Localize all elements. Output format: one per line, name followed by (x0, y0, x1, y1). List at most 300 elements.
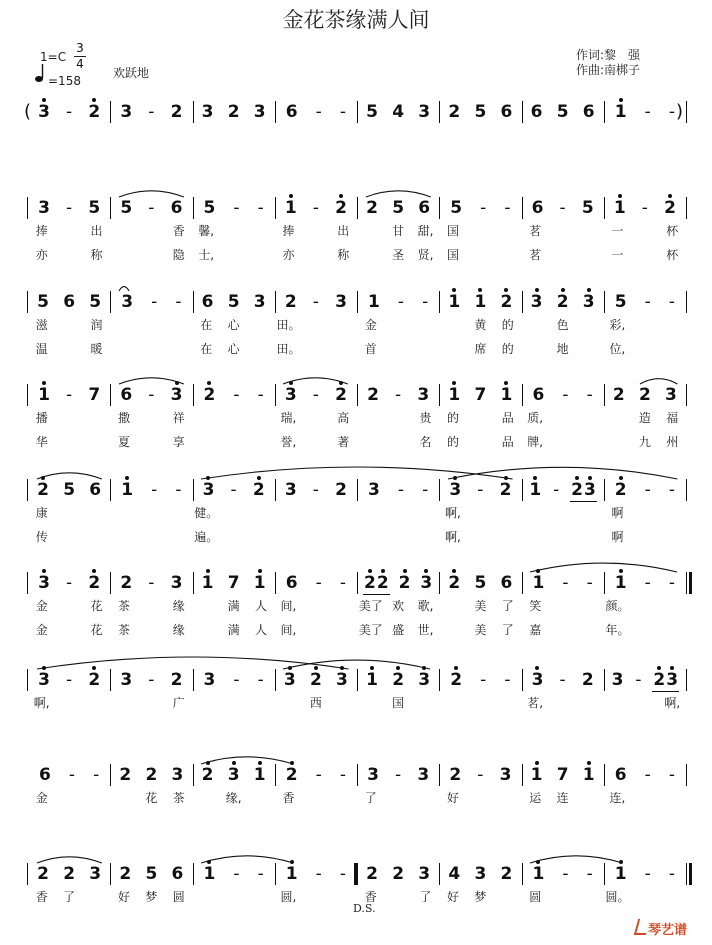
note-digit: 3 (449, 480, 461, 500)
measure (112, 290, 190, 314)
lyric-syllable: 圣 (392, 248, 405, 262)
bar-line (686, 572, 687, 594)
note (171, 670, 183, 690)
note-digit: 5 (392, 198, 405, 218)
bar-line (193, 479, 194, 501)
note (335, 480, 347, 500)
note (228, 102, 240, 122)
bar-line (357, 384, 358, 406)
lyric-syllable: 了 (501, 623, 514, 637)
note-digit: 2 (286, 765, 298, 785)
note (500, 765, 512, 785)
note (88, 102, 100, 122)
time-signature-bottom: 4 (76, 57, 84, 71)
dash-note (313, 198, 319, 218)
note (285, 480, 297, 500)
lyric-syllable: 滋 (35, 318, 48, 332)
notes-row (0, 763, 712, 787)
eighth-underline (583, 501, 597, 502)
slur-arc (36, 850, 103, 864)
high-octave-dot (587, 761, 591, 765)
note (529, 480, 541, 500)
lyric-syllable: 贤, (417, 248, 434, 262)
lyric-syllable: 誉, (280, 435, 297, 449)
lyric-syllable: 在 (200, 318, 213, 332)
note (418, 864, 430, 884)
lyric-syllable: 润 (90, 318, 103, 332)
bar-line (686, 863, 687, 885)
measure (524, 383, 602, 407)
dash-note: - (66, 573, 73, 593)
song-title: 金花茶缘满人间 (282, 8, 430, 32)
measure (359, 196, 437, 220)
bar-line (110, 101, 111, 123)
dash-note (504, 198, 510, 218)
dash-note: - (68, 765, 76, 785)
measure (195, 383, 273, 407)
dash-note: - (148, 573, 155, 593)
dash-note (313, 385, 319, 405)
note (204, 670, 216, 690)
measure (524, 668, 602, 692)
note (418, 670, 430, 690)
dash-note: - (668, 102, 675, 122)
note-digit: 2 (37, 864, 49, 884)
bar-line (193, 197, 194, 219)
bar-line (604, 669, 605, 691)
note (501, 864, 513, 884)
bar-line (275, 669, 276, 691)
measure (30, 196, 108, 220)
lyric-syllable: 捧 (282, 224, 295, 238)
high-octave-dot (452, 381, 456, 385)
high-octave-dot (339, 194, 343, 198)
notes-row (0, 668, 712, 692)
lyric-syllable: 位, (609, 342, 626, 356)
measure (112, 571, 190, 595)
measure (30, 290, 108, 314)
bar-line (357, 863, 358, 885)
dash-note (669, 102, 675, 122)
note-digit: 3 (583, 292, 595, 312)
measure (441, 668, 519, 692)
note-digit: 3 (335, 292, 347, 312)
lyric-syllable: 品 (501, 411, 514, 425)
note (89, 292, 101, 312)
bar-line (604, 101, 605, 123)
measure (606, 478, 684, 502)
note-digit: 6 (63, 292, 76, 312)
measure (524, 100, 602, 124)
note-digit: 3 (418, 670, 430, 690)
bar-line (27, 291, 28, 313)
dash-note (66, 573, 72, 593)
dash-note (560, 198, 566, 218)
bar-line (357, 291, 358, 313)
note-digit: 6 (120, 385, 133, 405)
lyric-syllable: 的 (501, 318, 514, 332)
note-digit: 1 (254, 765, 266, 785)
dash-note (340, 765, 346, 785)
measure (441, 571, 519, 595)
lyric-syllable: 高 (337, 411, 350, 425)
note (285, 198, 297, 218)
note-digit: 6 (285, 102, 298, 122)
note-digit: 3 (418, 864, 431, 884)
lyric-syllable: 间, (280, 599, 297, 613)
measure (112, 478, 190, 502)
notes-row (0, 862, 712, 886)
measure (30, 571, 108, 595)
note-digit: 1 (285, 198, 297, 218)
note-digit: 2 (310, 670, 322, 690)
note-digit: 3 (38, 573, 50, 593)
high-octave-dot (42, 98, 46, 102)
slur-arc (639, 371, 678, 385)
bar-line (686, 384, 687, 406)
measure (195, 100, 273, 124)
bar-line (27, 669, 28, 691)
lyric-syllable: 金 (35, 623, 48, 637)
note (204, 864, 216, 884)
dash-note (233, 385, 239, 405)
lyric-syllable: 出 (337, 224, 350, 238)
note-digit: 6 (582, 102, 595, 122)
lyric-syllable: 缘 (172, 599, 185, 613)
lyric-syllable: 缘, (225, 791, 242, 805)
measure (359, 668, 437, 692)
measure (112, 862, 190, 886)
notes-row (0, 290, 712, 314)
measure (277, 290, 355, 314)
lyric-syllable: 歌, (417, 599, 434, 613)
expression-mark: 欢跃地 (113, 66, 150, 80)
dash-note: - (395, 385, 402, 405)
lyric-syllable: 华 (35, 435, 48, 449)
dash-note: - (562, 864, 569, 884)
dash-note (258, 670, 264, 690)
note (665, 385, 677, 405)
bar-line (357, 197, 358, 219)
dash-note (148, 385, 154, 405)
lyric-syllable: 心 (227, 342, 240, 356)
note-digit: 5 (581, 198, 594, 218)
note (533, 573, 545, 593)
note (450, 198, 462, 218)
lyric-syllable: 美 (474, 623, 487, 637)
note-digit: 6 (418, 198, 431, 218)
lyric-syllable: 田。 (276, 342, 301, 356)
eighth-underline (570, 501, 584, 502)
note-digit: 3 (171, 385, 183, 405)
lyric-syllable: 茶 (117, 623, 130, 637)
note-digit: 1 (533, 573, 545, 593)
dash-note: - (559, 198, 566, 218)
lyric-syllable: 茶 (117, 599, 130, 613)
lyric-syllable: 连, (609, 791, 626, 805)
credits (576, 48, 640, 78)
lyric-syllable: 遍。 (194, 530, 219, 544)
note-digit: 1 (448, 292, 460, 312)
dash-note: - (315, 102, 322, 122)
note-digit: 2 (335, 480, 347, 500)
note (89, 864, 101, 884)
lyric-syllable: 金 (35, 791, 48, 805)
measure (195, 478, 273, 502)
dash-note: - (504, 198, 511, 218)
measure (524, 763, 602, 787)
note-digit: 4 (448, 864, 461, 884)
measure (524, 571, 602, 595)
note-digit: 5 (450, 198, 463, 218)
note (88, 198, 100, 218)
measure (30, 668, 108, 692)
dash-note (504, 670, 510, 690)
bar-line (193, 764, 194, 786)
note-digit: 2 (120, 573, 133, 593)
measure (359, 383, 437, 407)
note (285, 385, 297, 405)
note-digit: 2 (392, 670, 404, 690)
note (614, 198, 626, 218)
dash-note (398, 480, 404, 500)
note (335, 385, 347, 405)
note (120, 198, 132, 218)
note-digit: 2 (364, 573, 376, 593)
measure (359, 478, 437, 502)
bar-line (357, 479, 358, 501)
note-digit: 2 (88, 102, 100, 122)
note-digit: 2 (170, 670, 183, 690)
note-digit: 3 (284, 670, 296, 690)
lyric-syllable: 杯 (666, 224, 679, 238)
bar-line (275, 291, 276, 313)
lyric-syllable: 国 (392, 696, 405, 710)
bar-line (439, 479, 440, 501)
dash-note: - (668, 480, 675, 500)
note (392, 864, 404, 884)
dash-note: - (312, 198, 319, 218)
high-octave-dot (125, 476, 129, 480)
note-digit: 3 (170, 573, 183, 593)
note-digit: 3 (38, 102, 50, 122)
dash-note: - (66, 102, 73, 122)
eighth-underline (665, 691, 679, 692)
note (88, 385, 100, 405)
bar-line (522, 479, 523, 501)
note (286, 864, 298, 884)
note (366, 198, 378, 218)
measure (112, 196, 190, 220)
lyric-syllable: 国 (446, 224, 459, 238)
note-digit: 1 (121, 480, 133, 500)
lyric-syllable: 健。 (194, 506, 219, 520)
bar-line (275, 384, 276, 406)
lyric-syllable: 贵 (419, 411, 432, 425)
bar-line (110, 479, 111, 501)
dash-note (148, 670, 154, 690)
note-digit: 3 (38, 198, 50, 218)
note (399, 573, 411, 593)
note-digit: 5 (203, 198, 216, 218)
note (88, 573, 100, 593)
bar-line (522, 764, 523, 786)
note (448, 292, 460, 312)
note (418, 198, 430, 218)
lyrics-row (0, 890, 712, 906)
note-digit: 3 (285, 385, 297, 405)
bar-line (193, 291, 194, 313)
bar-line (439, 572, 440, 594)
slur-arc (282, 656, 431, 670)
lyric-syllable: 了 (63, 890, 76, 904)
note (286, 573, 298, 593)
note (120, 573, 132, 593)
tempo-marking: =158 (48, 74, 81, 88)
note-digit: 2 (88, 573, 100, 593)
close-paren: ) (676, 101, 684, 122)
note-digit: 2 (377, 573, 389, 593)
dash-note (645, 765, 651, 785)
dash-note: - (397, 480, 405, 500)
dash-note (316, 765, 322, 785)
measure (606, 196, 684, 220)
dash-note (645, 864, 651, 884)
note-digit: 2 (638, 385, 651, 405)
note-digit: 1 (501, 385, 513, 405)
note-digit: 1 (615, 573, 627, 593)
dash-note: - (668, 573, 675, 593)
bar-line (439, 669, 440, 691)
note-digit: 5 (88, 198, 101, 218)
lyric-syllable: 的 (446, 435, 459, 449)
bar-line (439, 384, 440, 406)
note-digit: 6 (614, 765, 627, 785)
note (120, 385, 132, 405)
note-digit: 1 (202, 573, 214, 593)
measure (195, 571, 273, 595)
dash-note (66, 102, 72, 122)
note (121, 480, 133, 500)
measure (30, 383, 108, 407)
bar-line (110, 669, 111, 691)
note (368, 480, 380, 500)
note (202, 765, 214, 785)
note-digit: 6 (201, 292, 214, 312)
lyric-syllable: 暖 (90, 342, 103, 356)
composer-credit: 作曲:南梆子 (576, 63, 641, 77)
note-digit: 2 (501, 292, 513, 312)
lyric-syllable: 了 (364, 791, 377, 805)
lyric-syllable: 了 (501, 599, 514, 613)
dash-note (233, 864, 239, 884)
lyric-syllable: 颜。 (605, 599, 630, 613)
lyric-syllable: 花 (90, 599, 103, 613)
note-digit: 6 (39, 765, 51, 785)
note (38, 573, 50, 593)
note (583, 765, 595, 785)
note (366, 670, 378, 690)
open-paren: ( (24, 101, 32, 122)
note-digit: 7 (88, 385, 101, 405)
slur-arc (118, 184, 185, 198)
dash-note: - (312, 385, 319, 405)
final-bar (689, 863, 692, 885)
bar-line (604, 863, 605, 885)
note (39, 765, 51, 785)
lyric-syllable: 温 (35, 342, 48, 356)
slur-arc (118, 371, 185, 385)
lyric-syllable: 香 (35, 890, 48, 904)
note-digit: 2 (253, 480, 265, 500)
bar-line (110, 863, 111, 885)
dash-note: - (257, 385, 264, 405)
note (474, 864, 486, 884)
lyric-syllable: 西 (309, 696, 322, 710)
note-digit: 6 (531, 198, 544, 218)
dash-note: - (233, 670, 240, 690)
note (417, 385, 429, 405)
note (532, 670, 544, 690)
dash-note: - (230, 480, 237, 500)
note (286, 765, 298, 785)
bar-line (275, 101, 276, 123)
lyric-syllable: 播 (35, 411, 48, 425)
dash-note (645, 292, 651, 312)
bar-line (522, 197, 523, 219)
note-digit: 4 (392, 102, 405, 122)
dash-note (151, 292, 157, 312)
note-digit: 1 (204, 864, 216, 884)
note-digit: 5 (474, 102, 487, 122)
note-digit: 5 (89, 292, 102, 312)
dash-note (340, 102, 346, 122)
notes-row (0, 478, 712, 502)
dash-note: - (339, 765, 346, 785)
lyric-syllable: 士, (198, 248, 215, 262)
note (119, 864, 131, 884)
note-digit: 2 (119, 864, 132, 884)
measure (359, 862, 437, 886)
lyric-syllable: 捧 (35, 224, 48, 238)
dash-note: - (480, 670, 487, 690)
bar-line (439, 764, 440, 786)
dash-note (642, 198, 648, 218)
lyrics-row (0, 623, 712, 639)
high-octave-dot (535, 288, 539, 292)
bar-line (439, 197, 440, 219)
dash-note: - (668, 765, 675, 785)
bar-line (110, 764, 111, 786)
note-digit: 2 (399, 573, 411, 593)
high-octave-dot (657, 666, 661, 670)
note (202, 102, 214, 122)
high-octave-dot (452, 288, 456, 292)
note (228, 292, 240, 312)
lyric-syllable: 美了 (358, 599, 383, 613)
lyric-syllable: 年。 (605, 623, 630, 637)
lyric-syllable: 美了 (358, 623, 383, 637)
measure (359, 290, 437, 314)
lyric-syllable: 满 (227, 599, 240, 613)
note (119, 765, 131, 785)
note-digit: 3 (665, 385, 677, 405)
repeat-bar (354, 863, 357, 885)
note-digit: 3 (417, 385, 430, 405)
dash-note (93, 765, 99, 785)
lyric-syllable: 一 (611, 248, 624, 262)
note-digit: 1 (38, 385, 50, 405)
